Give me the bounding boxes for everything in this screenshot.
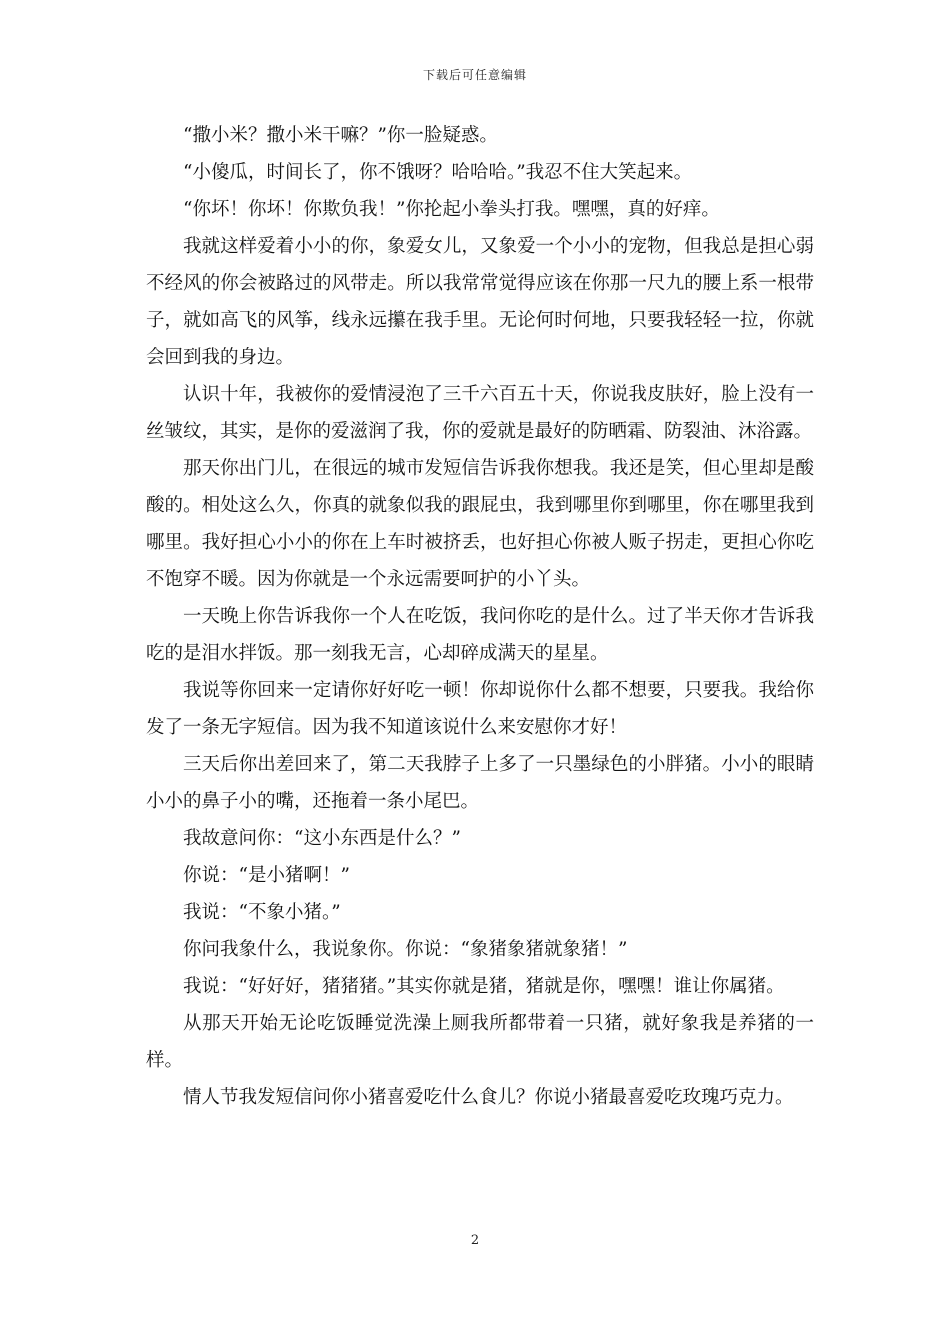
- paragraph: “小傻瓜，时间长了，你不饿呀？哈哈哈。”我忍不住大笑起来。: [183, 162, 693, 183]
- document-body: [146, 117, 814, 1116]
- paragraph: 我就这样爱着小小的你，象爱女儿，又象爱一个小小的宠物，但我总是担心弱不经风的你会被路过的风带走。所以我常常觉得应该在你那一尺九的腰上系一根带子，就如高飞的风筝，线永远攥在我手里。无论何时何地，只要我轻轻一拉，你就会回到我的身边。: [146, 236, 814, 368]
- paragraph: 从那天开始无论吃饭睡觉洗澡上厕我所都带着一只猪，就好象我是养猪的一样。: [146, 1013, 814, 1071]
- paragraph: 一天晚上你告诉我你一个人在吃饭，我问你吃的是什么。过了半天你才告诉我吃的是泪水拌饭。那一刻我无言，心却碎成满天的星星。: [146, 606, 814, 664]
- paragraph: 三天后你出差回来了，第二天我脖子上多了一只墨绿色的小胖猪。小小的眼睛小小的鼻子小的嘴，还拖着一条小尾巴。: [146, 754, 814, 812]
- paragraph: 我说等你回来一定请你好好吃一顿！你却说你什么都不想要，只要我。我给你发了一条无字短信。因为我不知道该说什么来安慰你才好！: [146, 680, 814, 738]
- paragraph: 我故意问你：“这小东西是什么？”: [183, 828, 461, 849]
- paragraph: “撒小米？撒小米干嘛？”你一脸疑惑。: [183, 125, 498, 146]
- paragraph: 那天你出门儿，在很远的城市发短信告诉我你想我。我还是笑，但心里却是酸酸的。相处这么久，你真的就象似我的跟屁虫，我到哪里你到哪里，你在哪里我到哪里。我好担心小小的你在上车时被挤丢，也好担心你被人贩子拐走，更担心你吃不饱穿不暖。因为你就是一个永远需要呵护的小丫头。: [146, 458, 814, 590]
- paragraph: 认识十年，我被你的爱情浸泡了三千六百五十天，你说我皮肤好，脸上没有一丝皱纹，其实，是你的爱滋润了我，你的爱就是最好的防晒霜、防裂油、沐浴露。: [146, 384, 814, 442]
- paragraph: “你坏！你坏！你欺负我！”你抡起小拳头打我。嘿嘿，真的好痒。: [183, 199, 720, 220]
- paragraph: 情人节我发短信问你小猪喜爱吃什么食儿？你说小猪最喜爱吃玫瑰巧克力。: [183, 1087, 794, 1108]
- page-header: 下载后可任意编辑: [422, 68, 527, 82]
- page-number: 2: [470, 1233, 480, 1248]
- paragraph: 我说：“好好好，猪猪猪。”其实你就是猪，猪就是你，嘿嘿！谁让你属猪。: [183, 976, 785, 997]
- paragraph: 你说：“是小猪啊！”: [183, 865, 350, 886]
- paragraph: 我说：“不象小猪。”: [183, 902, 341, 923]
- paragraph: 你问我象什么，我说象你。你说：“象猪象猪就象猪！”: [183, 939, 628, 960]
